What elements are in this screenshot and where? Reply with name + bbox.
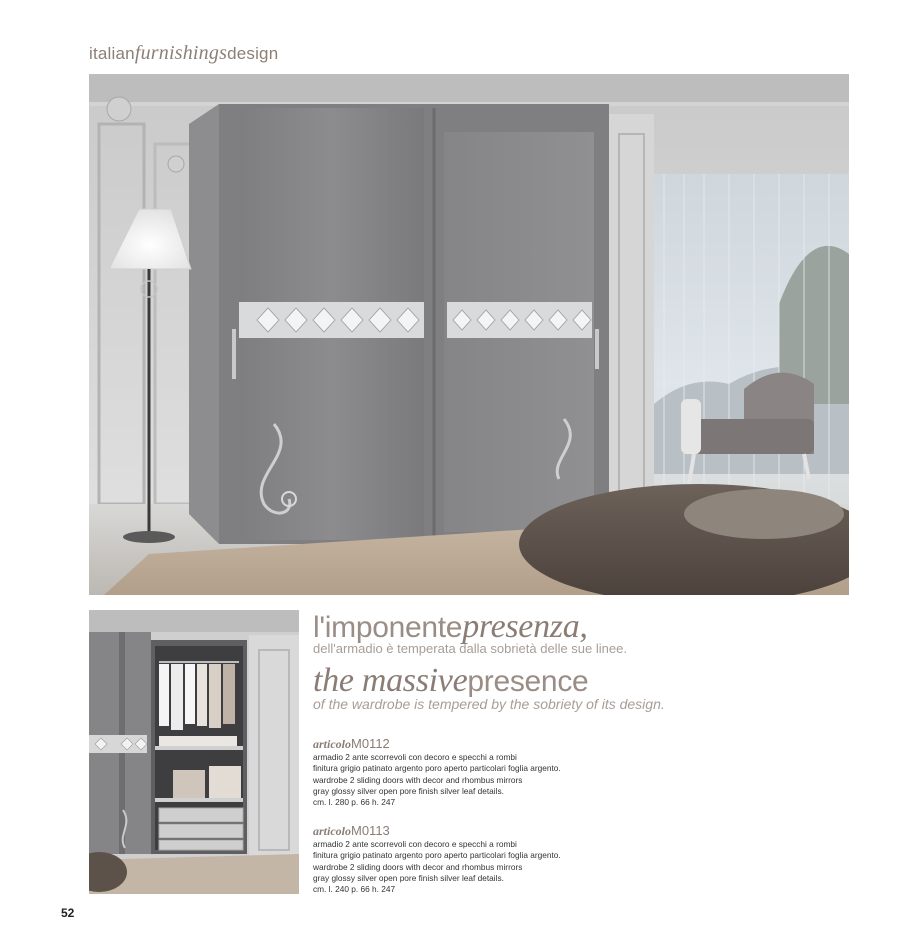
article-desc-line: armadio 2 ante scorrevoli con decoro e specchi a rombi — [313, 752, 517, 762]
article-desc-line: armadio 2 ante scorrevoli con decoro e specchi a rombi — [313, 839, 517, 849]
article-block — [313, 736, 643, 808]
heading-english-plain: presence — [467, 665, 589, 698]
article-dimensions: cm. l. 280 p. 66 h. 247 — [313, 797, 396, 808]
article-code: M0113 — [351, 823, 390, 838]
article-desc-line: wardrobe 2 sliding doors with decor and rhombus mirrors — [313, 774, 523, 785]
subtitle-english: of the wardrobe is tempered by the sobriety of its design. — [313, 696, 665, 712]
heading-italian-plain: l'imponente — [313, 611, 463, 644]
article-code-line — [313, 823, 643, 839]
heading-english-accent: the massive — [313, 662, 468, 699]
article-label: articolo — [313, 737, 351, 751]
article-desc-line: gray glossy silver open pore finish silver leaf details. — [313, 872, 504, 883]
hero-photo-wardrobe-room — [89, 74, 849, 595]
brand-line — [89, 42, 278, 65]
thumbnail-illustration — [89, 610, 299, 894]
article-label: articolo — [313, 824, 351, 838]
article-desc-line: wardrobe 2 sliding doors with decor and rhombus mirrors — [313, 861, 523, 872]
hero-illustration — [89, 74, 849, 595]
article-code: M0112 — [351, 736, 390, 751]
subtitle-italian: dell'armadio è temperata dalla sobrietà delle sue linee. — [313, 641, 627, 656]
article-desc-line: finitura grigio patinato argento poro aperto particolari foglia argento. — [313, 763, 561, 774]
article-code-line — [313, 736, 643, 752]
article-desc-line: finitura grigio patinato argento poro aperto particolari foglia argento. — [313, 850, 561, 861]
article-block — [313, 823, 643, 895]
article-dimensions: cm. l. 240 p. 66 h. 247 — [313, 884, 396, 895]
heading-english — [313, 662, 588, 700]
page-number: 52 — [61, 906, 75, 920]
brand-mid: furnishings — [134, 42, 228, 64]
thumbnail-photo-open-wardrobe — [89, 610, 299, 894]
article-desc-line: gray glossy silver open pore finish silver leaf details. — [313, 785, 504, 796]
heading-italian-accent: presenza, — [462, 608, 588, 645]
brand-left: italian — [89, 44, 135, 63]
brand-right: design — [227, 44, 279, 63]
